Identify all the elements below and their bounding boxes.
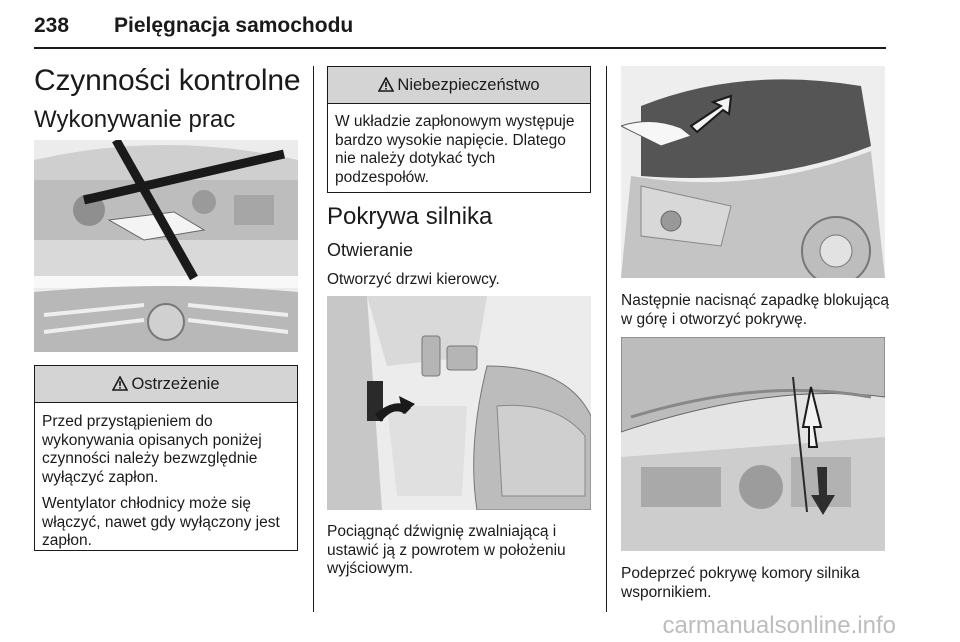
hood-latch-illustration — [621, 66, 885, 278]
opening-subheading: Otwieranie — [327, 240, 414, 260]
step-prop-hood: Podeprzeć pokrywę komory silnika wspornikiem. — [621, 565, 860, 601]
section-heading: Czynności kontrolne — [34, 64, 301, 97]
warning-triangle-icon — [112, 376, 128, 392]
warning-box-header — [35, 366, 297, 403]
chapter-title: Pielęgnacja samochodu — [114, 14, 354, 37]
danger-box — [327, 66, 591, 193]
hood-heading: Pokrywa silnika — [327, 203, 493, 230]
warning-triangle-icon — [378, 77, 394, 93]
page-number: 238 — [34, 14, 70, 37]
danger-box-header — [328, 67, 590, 104]
hood-prop-illustration — [621, 337, 885, 551]
column-divider-2 — [606, 66, 607, 612]
release-lever-illustration — [327, 296, 591, 510]
engine-bay-illustration — [34, 140, 298, 352]
subsection-heading: Wykonywanie prac — [34, 106, 236, 133]
warning-text-1: Przed przystąpieniem do wykonywania opisanych poniżej czynności należy bezwzględnie wyłączyć zapłon. — [42, 413, 262, 486]
step-pull-release-lever: Pociągnąć dźwignię zwalniającą i ustawić ją z powrotem w położeniu wyjściowym. — [327, 523, 566, 577]
danger-text: W układzie zapłonowym występuje bardzo wysokie napięcie. Dlatego nie należy dotykać tych podzespołów. — [335, 113, 575, 186]
warning-text-2: Wentylator chłodnicy może się włączyć, nawet gdy wyłączony jest zapłon. — [42, 495, 280, 549]
step-press-latch: Następnie nacisnąć zapadkę blokującą w górę i otworzyć pokrywę. — [621, 292, 889, 328]
watermark: carmanualsonline.info — [662, 612, 896, 639]
step-open-driver-door: Otworzyć drzwi kierowcy. — [327, 271, 500, 288]
danger-title: Niebezpieczeństwo — [397, 75, 540, 94]
column-divider-1 — [313, 66, 314, 612]
warning-box — [34, 365, 298, 551]
warning-title: Ostrzeżenie — [131, 374, 220, 393]
header-rule — [34, 47, 886, 49]
